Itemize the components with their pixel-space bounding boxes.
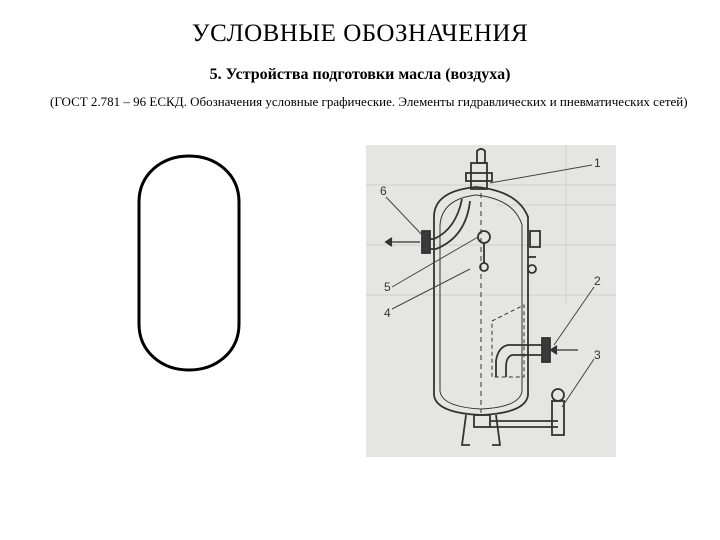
receiver-tank-symbol-icon <box>136 152 242 374</box>
callout-4: 4 <box>384 306 391 320</box>
slide-subtitle: 5. Устройства подготовки масла (воздуха) <box>209 66 511 83</box>
gost-description: (ГОСТ 2.781 – 96 ЕСКД. Обозначения условные графические. Элементы гидравлических и пневматических сетей) <box>50 94 688 109</box>
callout-5: 5 <box>384 280 391 294</box>
callout-2: 2 <box>594 274 601 288</box>
callout-1: 1 <box>594 156 601 170</box>
callout-6: 6 <box>380 184 387 198</box>
oil-separator-drawing-icon <box>366 145 616 457</box>
slide-title: УСЛОВНЫЕ ОБОЗНАЧЕНИЯ <box>191 20 529 47</box>
callout-3: 3 <box>594 348 601 362</box>
